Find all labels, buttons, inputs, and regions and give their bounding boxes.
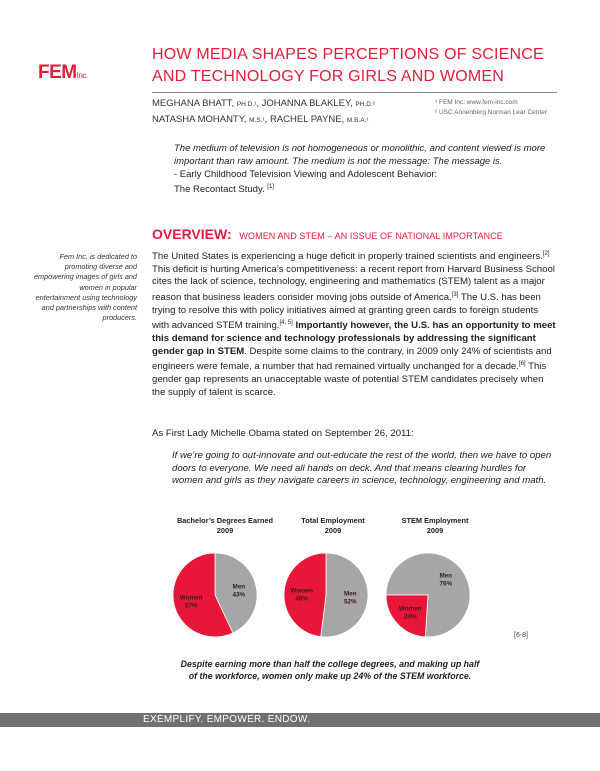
chart-2-year: 2009 (324, 526, 342, 535)
slice-value: 48% (295, 595, 308, 603)
slice-label: Women (179, 594, 203, 602)
slice-value: 57% (184, 602, 198, 610)
footer-tagline: EXEMPLIFY. EMPOWER. ENDOW. (143, 714, 311, 725)
overview-label: OVERVIEW: (152, 226, 232, 242)
body-text: The U.S. has been trying to resolve this with policy initiatives aimed at granting green cards to foreign students with advanced STEM training. (152, 292, 541, 332)
fem-logo (38, 62, 88, 84)
affiliation-1: ¹ FEM Inc: www.fem-inc.com (435, 99, 518, 106)
title-divider (152, 92, 557, 93)
author-name: NATASHA MOHANTY, (152, 114, 247, 125)
pie-charts (160, 544, 520, 654)
chart-citation: [6-8] (514, 632, 529, 639)
author-list (152, 96, 427, 128)
chart-3-title-text: STEM Employment (401, 516, 469, 525)
obama-quote: If we’re going to out-innovate and out-educate the rest of the world, then we have to open doors to everyone. We need all hands on deck. And that means clearing hurdles for women and girls as they navigate careers in science, technology, engineering and math. (172, 450, 552, 486)
author-degree: PH.D.² (355, 101, 375, 108)
epigraph-ref: [1] (267, 184, 274, 190)
body-text: This deficit is hurting America’s competitiveness: a recent report from Harvard Business School cites the lack of science, technology, engineering and mathematics (STEM) talent as a major reason that business leaders consider moving jobs outside of America. (152, 263, 555, 304)
author-degree: M.S.¹ (249, 117, 265, 124)
epigraph-quote: The medium of television is not homogeneous or monolithic, and content viewed is more important than raw amount. The medium is not the message: The message is. (174, 143, 546, 167)
ref-marker: [3] (451, 291, 459, 298)
epigraph (174, 142, 554, 196)
chart-3-year: 2009 (426, 526, 444, 535)
author-degree: M.B.A.¹ (346, 117, 369, 124)
body-text: . Despite some claims to the contrary, in 2009 only 24% of scientists and engineers were female, a number that had remained virtually unchanged for a decade. (152, 345, 552, 373)
epigraph-source-1: - Early Childhood Television Viewing and Adolescent Behavior: (174, 169, 438, 180)
slice-value: 43% (232, 591, 246, 599)
slice-label: Men (344, 590, 357, 598)
logo-text: FEM (38, 62, 77, 83)
chart-2-title (278, 516, 388, 536)
ref-marker: [2] (542, 251, 550, 257)
slice-label: Men (232, 583, 246, 591)
chart-1-year: 2009 (216, 526, 234, 535)
affiliation-2: ² USC Annenberg Norman Lear Center (435, 108, 548, 116)
ref-marker: [6] (518, 361, 526, 368)
slice-label: Men (439, 572, 453, 580)
chart-1-title (170, 516, 280, 536)
quote-intro: As First Lady Michelle Obama stated on September 26, 2011: (152, 428, 414, 439)
slice-value: 52% (344, 598, 357, 606)
title-line-1: HOW MEDIA SHAPES PERCEPTIONS OF SCIENCE (152, 46, 544, 63)
title-line-2: AND TECHNOLOGY FOR GIRLS AND WOMEN (152, 68, 505, 85)
slice-value: 76% (439, 580, 453, 588)
author-name: , RACHEL PAYNE, (264, 114, 345, 125)
slice-label: Women (398, 605, 422, 613)
logo-suffix: Inc. (76, 71, 88, 80)
affiliations (435, 98, 585, 117)
chart-3-title (375, 516, 495, 536)
overview-body (152, 248, 557, 399)
epigraph-source-text: The Recontact Study. (174, 184, 265, 196)
author-degree: PH.D.¹ (236, 101, 257, 108)
ref-marker: [4, 5] (279, 320, 293, 327)
slice-value: 24% (403, 613, 417, 621)
author-name: MEGHANA BHATT, (152, 98, 235, 109)
chart-caption: Despite earning more than half the college degrees, and making up half of the workforce, women only make up 24% of the STEM workforce. (180, 659, 480, 682)
body-text: The United States is experiencing a huge deficit in properly trained scientists and engineers. (152, 251, 543, 263)
chart-2-title-text: Total Employment (301, 516, 365, 525)
overview-subheading: WOMEN AND STEM – AN ISSUE OF NATIONAL IMPORTANCE (239, 231, 503, 241)
body-text: This gender gap represents an unacceptable waste of potential STEM candidates precisely when the supply of talent is scarce. (152, 361, 547, 398)
epigraph-source-2 (174, 181, 554, 196)
page-title (152, 44, 572, 88)
chart-1-title-text: Bachelor’s Degrees Earned (176, 516, 274, 525)
overview-heading (152, 226, 572, 242)
author-name: , JOHANNA BLAKLEY, (256, 98, 353, 109)
slice-label: Women (290, 587, 314, 595)
body-bold-text: Importantly however, the U.S. has an opportunity to meet this demand for science and technology professionals by addressing the significant gender gap in STEM (152, 320, 556, 357)
sidebar-blurb: Fem Inc. is dedicated to promoting diverse and empowering images of girls and women in popular entertainment using technology and partnerships with content producers. (33, 252, 137, 323)
